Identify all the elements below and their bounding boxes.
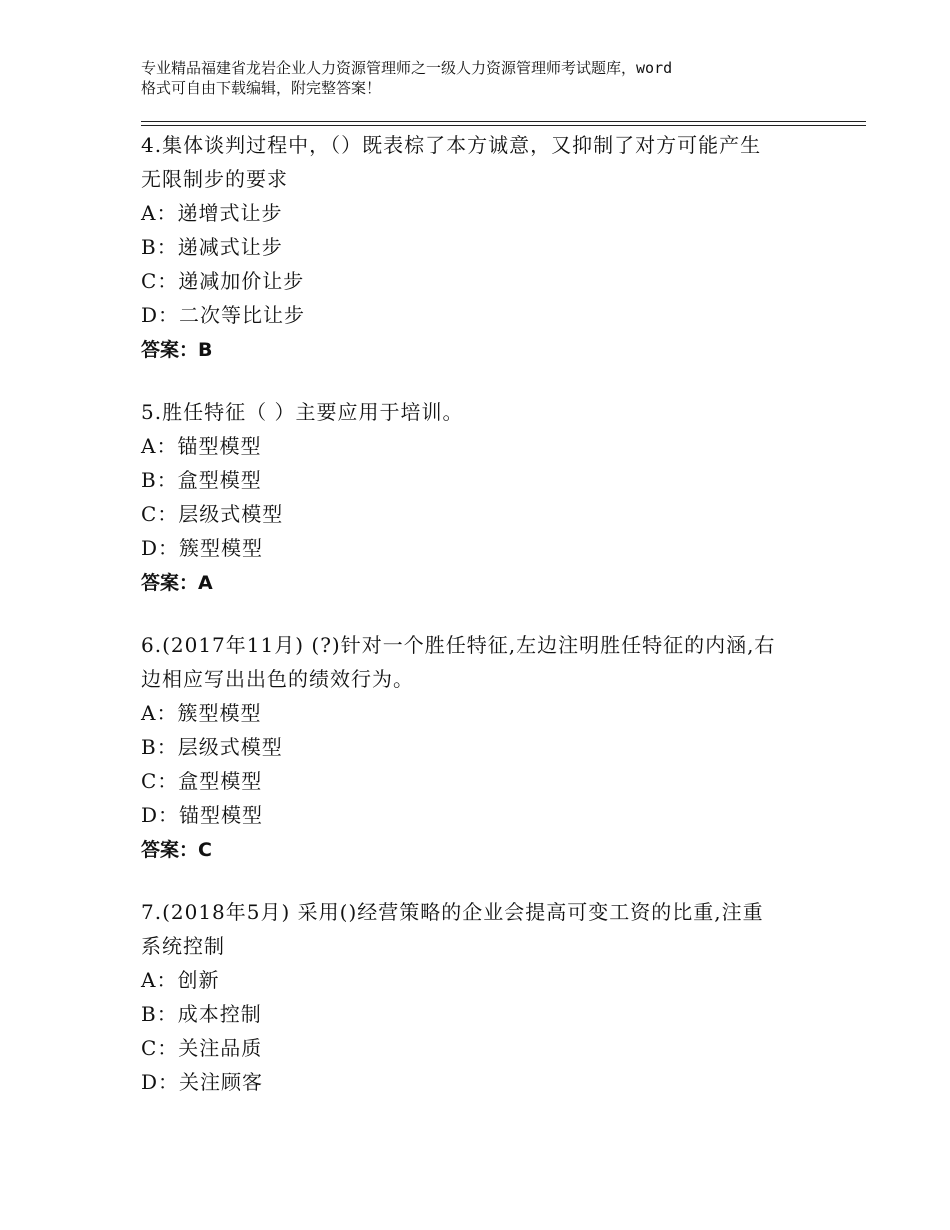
option-d: D：簇型模型 [141,536,264,560]
stem-line: 系统控制 [141,934,225,958]
stem-line: 边相应写出出色的绩效行为。 [141,667,414,691]
option-d: D：二次等比让步 [141,303,306,327]
header-rule-top [141,121,866,122]
question-stem [141,895,841,963]
answer-label: 答案：C [141,839,212,861]
stem-line: 7.(2018年5月) 采用()经营策略的企业会提高可变工资的比重,注重 [141,900,764,924]
question-5 [141,395,841,601]
option-c: C：关注品质 [141,1036,263,1060]
answer-label: 答案：B [141,339,213,361]
answer-label: 答案：A [141,572,213,594]
option-d: D：关注顾客 [141,1070,264,1094]
question-7 [141,895,841,1099]
question-list [141,128,841,1126]
option-d: D：锚型模型 [141,803,264,827]
question-stem [141,128,841,196]
stem-line: 6.(2017年11月) (?)针对一个胜任特征,左边注明胜任特征的内涵,右 [141,633,776,657]
question-4 [141,128,841,368]
option-c: C：递减加价让步 [141,269,305,293]
option-a: A：锚型模型 [141,434,262,458]
option-a: A：簇型模型 [141,701,262,725]
header-line-2: 格式可自由下载编辑，附完整答案！ [141,79,382,97]
option-b: B：递减式让步 [141,235,283,259]
option-c: C：盒型模型 [141,769,263,793]
header-line-1: 专业精品福建省龙岩企业人力资源管理师之一级人力资源管理师考试题库，word [141,59,673,77]
option-b: B：成本控制 [141,1002,262,1026]
question-stem [141,628,841,696]
option-b: B：层级式模型 [141,735,283,759]
option-b: B：盒型模型 [141,468,262,492]
option-a: A：创新 [141,968,220,992]
question-stem [141,395,841,429]
stem-line: 无限制步的要求 [141,167,288,191]
option-a: A：递增式让步 [141,201,283,225]
option-c: C：层级式模型 [141,502,284,526]
stem-line: 4.集体谈判过程中，（）既表棕了本方诚意，又抑制了对方可能产生 [141,133,762,157]
document-header [141,58,841,98]
stem-line: 5.胜任特征（ ）主要应用于培训。 [141,400,464,424]
header-rule-bottom [141,125,866,126]
question-6 [141,628,841,868]
